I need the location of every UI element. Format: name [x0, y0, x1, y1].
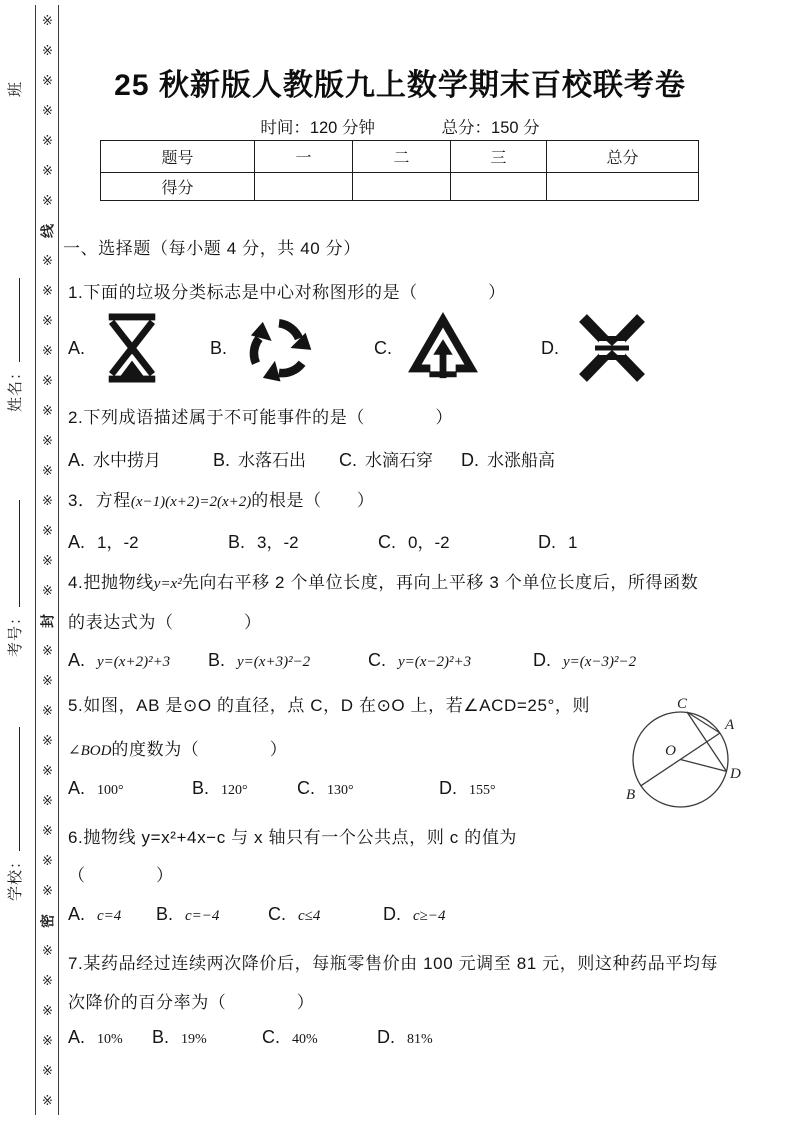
seal-line-right-rule — [58, 5, 59, 1115]
school-blank-line — [5, 727, 20, 851]
q3-stem-text: 3．方程 — [68, 491, 131, 510]
seal-reference-mark: ※ — [42, 853, 53, 868]
score-cell-empty — [255, 173, 353, 201]
q5-option-b — [192, 778, 297, 799]
seal-line-column — [37, 6, 58, 1116]
exam-number-field — [4, 500, 25, 657]
q2-option-c — [339, 446, 461, 471]
q1-option-c — [374, 312, 541, 384]
q1-option-b — [210, 310, 374, 386]
option-letter: C. — [339, 450, 357, 470]
seal-reference-mark: ※ — [42, 1063, 53, 1078]
option-letter: C. — [262, 1027, 280, 1047]
q2-option-b — [213, 446, 339, 471]
score-cell-empty — [547, 173, 699, 201]
class-label: 班 — [7, 80, 24, 97]
exam-number-blank-line — [5, 500, 20, 607]
score-cell-empty — [451, 173, 547, 201]
option-letter: B. — [152, 1027, 170, 1047]
option-letter: D. — [541, 337, 559, 358]
seal-reference-mark: ※ — [42, 13, 53, 28]
seal-text-char: 密 — [39, 914, 56, 928]
option-value: y=(x+2)²+3 — [97, 654, 171, 670]
q1-options-row — [68, 306, 651, 390]
diagram-label-c: C — [676, 697, 688, 712]
seal-reference-mark: ※ — [42, 763, 53, 778]
option-letter: D. — [533, 650, 551, 670]
option-letter: A. — [68, 778, 86, 798]
q4-option-a — [68, 650, 208, 671]
diagram-label-b: B — [626, 787, 636, 803]
seal-reference-mark: ※ — [42, 1093, 53, 1108]
q3-option-a — [68, 528, 228, 553]
seal-reference-mark: ※ — [42, 193, 53, 208]
option-letter: D. — [439, 778, 457, 798]
option-letter: C. — [297, 778, 315, 798]
seal-reference-mark: ※ — [42, 643, 53, 658]
option-value: 19% — [181, 1032, 207, 1047]
q6-stem-line2: （ ） — [68, 866, 174, 885]
q3-option-b — [228, 528, 378, 553]
option-letter: B. — [156, 904, 174, 924]
score-table-header-cell: 一 — [255, 141, 353, 173]
diagram-label-o: O — [665, 743, 676, 759]
hourglass-waste-icon — [99, 309, 165, 387]
option-letter: A. — [68, 532, 86, 552]
option-value: y=(x−3)²−2 — [563, 654, 637, 670]
seal-reference-mark: ※ — [42, 973, 53, 988]
score-table-header-row — [101, 141, 699, 173]
seal-reference-mark: ※ — [42, 1033, 53, 1048]
seal-reference-mark: ※ — [42, 583, 53, 598]
option-value: 水落石出 — [238, 451, 307, 470]
seal-reference-mark: ※ — [42, 133, 53, 148]
seal-reference-mark: ※ — [42, 253, 53, 268]
option-letter: C. — [374, 337, 392, 358]
score-table-header-cell: 二 — [353, 141, 451, 173]
option-value: 水滴石穿 — [365, 451, 433, 470]
option-letter: D. — [538, 532, 556, 552]
q7-stem-line1: 7.某药品经过连续两次降价后，每瓶零售价由 100 元调至 81 元，则这种药品平均每 — [68, 954, 719, 973]
q6-option-b — [156, 904, 268, 925]
q1-option-d — [541, 312, 651, 384]
option-value: 水中捞月 — [93, 451, 162, 470]
seal-reference-mark: ※ — [42, 673, 53, 688]
option-value: 40% — [292, 1032, 318, 1047]
q5-angle-expression: ∠BOD — [68, 743, 112, 759]
q5-option-d — [439, 778, 496, 799]
option-value: y=(x+3)²−2 — [237, 654, 311, 670]
score-table-header-cell: 题号 — [101, 141, 255, 173]
q7-option-a — [68, 1027, 152, 1048]
score-row-label-cell: 得分 — [101, 173, 255, 201]
school-label: 学校： — [7, 852, 24, 901]
q4-stem-text: 先向右平移 2 个单位长度，再向上平移 3 个单位长度后，所得函数 — [181, 573, 699, 592]
option-value: 100° — [97, 783, 124, 798]
seal-reference-mark: ※ — [42, 463, 53, 478]
time-info: 时间：120 分钟 — [260, 119, 375, 137]
q5-stem-text: 的度数为（ ） — [111, 740, 288, 759]
triangle-recycle-icon — [406, 312, 480, 384]
school-field — [4, 727, 25, 901]
score-table-header-cell: 总分 — [547, 141, 699, 173]
seal-reference-mark: ※ — [42, 553, 53, 568]
q4-option-c — [368, 650, 533, 671]
q6-option-a — [68, 904, 156, 925]
q5-options-row — [68, 778, 496, 799]
seal-reference-mark: ※ — [42, 163, 53, 178]
seal-reference-mark: ※ — [42, 793, 53, 808]
circle-diagram — [620, 697, 744, 811]
score-table-header-cell: 三 — [451, 141, 547, 173]
option-letter: B. — [228, 532, 246, 552]
q5-option-a — [68, 778, 192, 799]
seal-reference-mark: ※ — [42, 373, 53, 388]
option-letter: D. — [461, 450, 479, 470]
seal-reference-mark: ※ — [42, 733, 53, 748]
q5-stem-line2 — [68, 735, 287, 760]
option-letter: A. — [68, 337, 86, 358]
q4-stem-line1 — [68, 568, 698, 593]
option-letter: C. — [268, 904, 286, 924]
option-value: c=4 — [97, 908, 122, 924]
option-letter: B. — [210, 337, 228, 358]
option-letter: A. — [68, 1027, 86, 1047]
q7-options-row — [68, 1027, 433, 1048]
seal-reference-mark: ※ — [42, 313, 53, 328]
exam-number-label: 考号： — [7, 608, 24, 657]
option-value: y=(x−2)²+3 — [398, 654, 472, 670]
q3-option-d — [538, 532, 577, 553]
name-label: 姓名： — [7, 363, 24, 412]
q7-stem-line2: 次降价的百分率为（ ） — [68, 993, 315, 1012]
q1-option-a — [68, 309, 210, 387]
option-letter: D. — [383, 904, 401, 924]
q6-options-row — [68, 904, 446, 925]
option-value: c≥−4 — [413, 908, 446, 924]
option-letter: C. — [368, 650, 386, 670]
q5-option-c — [297, 778, 439, 799]
diagram-label-d: D — [730, 766, 741, 782]
q7-option-d — [377, 1027, 433, 1048]
seal-reference-mark: ※ — [42, 103, 53, 118]
option-value: 120° — [221, 783, 248, 798]
option-value: 81% — [407, 1032, 433, 1047]
seal-reference-mark: ※ — [42, 943, 53, 958]
option-value: 130° — [327, 783, 354, 798]
q2-stem: 2.下列成语描述属于不可能事件的是（ ） — [68, 408, 453, 427]
q2-option-d — [461, 446, 555, 471]
seal-reference-mark: ※ — [42, 43, 53, 58]
seal-reference-mark: ※ — [42, 403, 53, 418]
seal-reference-mark: ※ — [42, 823, 53, 838]
option-letter: B. — [213, 450, 231, 470]
recycling-icon — [241, 310, 317, 386]
option-value: 3，-2 — [257, 533, 299, 552]
seal-line-left-rule — [35, 5, 36, 1115]
q6-stem-line1: 6.抛物线 y=x²+4x−c 与 x 轴只有一个公共点，则 c 的值为 — [68, 828, 518, 847]
option-letter: D. — [377, 1027, 395, 1047]
paper-title: 25 秋新版人教版九上数学期末百校联考卷 — [114, 69, 686, 102]
q2-option-a — [68, 446, 213, 471]
q1-stem: 1.下面的垃圾分类标志是中心对称图形的是（ ） — [68, 283, 506, 302]
option-value: 10% — [97, 1032, 123, 1047]
q7-option-b — [152, 1027, 262, 1048]
option-value: 水涨船高 — [487, 451, 555, 470]
q3-option-c — [378, 528, 538, 553]
seal-reference-mark: ※ — [42, 433, 53, 448]
name-field — [4, 278, 25, 412]
q6-option-d — [383, 904, 446, 925]
paper-info-line — [62, 114, 738, 138]
seal-reference-mark: ※ — [42, 283, 53, 298]
seal-reference-mark: ※ — [42, 493, 53, 508]
q3-stem-text: 的根是（ ） — [251, 491, 375, 510]
option-value: c=−4 — [185, 908, 220, 924]
option-letter: B. — [208, 650, 226, 670]
q4-stem-equation: y=x² — [153, 576, 182, 592]
score-table-score-row — [101, 173, 699, 201]
seal-reference-mark: ※ — [42, 73, 53, 88]
option-value: c≤4 — [298, 908, 321, 924]
q4-option-d — [533, 650, 636, 671]
q7-option-c — [262, 1027, 377, 1048]
seal-text-char: 封 — [39, 614, 56, 628]
q3-stem — [68, 486, 375, 511]
seal-text-char: 线 — [39, 224, 56, 238]
seal-reference-mark: ※ — [42, 703, 53, 718]
option-letter: A. — [68, 904, 86, 924]
class-field — [4, 81, 25, 97]
score-table — [100, 140, 699, 201]
seal-reference-mark: ※ — [42, 1003, 53, 1018]
q5-stem-line1: 5.如图，AB 是⊙O 的直径，点 C，D 在⊙O 上，若∠ACD=25°，则 — [68, 696, 591, 715]
option-letter: A. — [68, 650, 86, 670]
converging-arrows-icon — [573, 312, 651, 384]
option-letter: C. — [378, 532, 396, 552]
q2-options-row — [68, 446, 555, 471]
option-value: 1，-2 — [97, 533, 139, 552]
q4-option-b — [208, 650, 368, 671]
q6-option-c — [268, 904, 383, 925]
diagram-label-a: A — [725, 717, 735, 733]
option-value: 155° — [469, 783, 496, 798]
score-cell-empty — [353, 173, 451, 201]
name-blank-line — [5, 278, 20, 362]
seal-reference-mark: ※ — [42, 523, 53, 538]
q3-stem-equation: (x−1)(x+2)=2(x+2) — [130, 494, 252, 510]
seal-reference-mark: ※ — [42, 343, 53, 358]
q4-stem-line2: 的表达式为（ ） — [68, 613, 262, 632]
total-score-info: 总分：150 分 — [441, 119, 540, 137]
section-title: 一、选择题（每小题 4 分，共 40 分） — [63, 239, 361, 258]
seal-reference-mark: ※ — [42, 883, 53, 898]
q3-options-row — [68, 528, 577, 553]
option-value: 1 — [568, 533, 578, 552]
option-letter: B. — [192, 778, 210, 798]
option-value: 0，-2 — [408, 533, 450, 552]
q4-options-row — [68, 650, 636, 671]
option-letter: A. — [68, 450, 86, 470]
q4-stem-text: 4.把抛物线 — [68, 573, 154, 592]
